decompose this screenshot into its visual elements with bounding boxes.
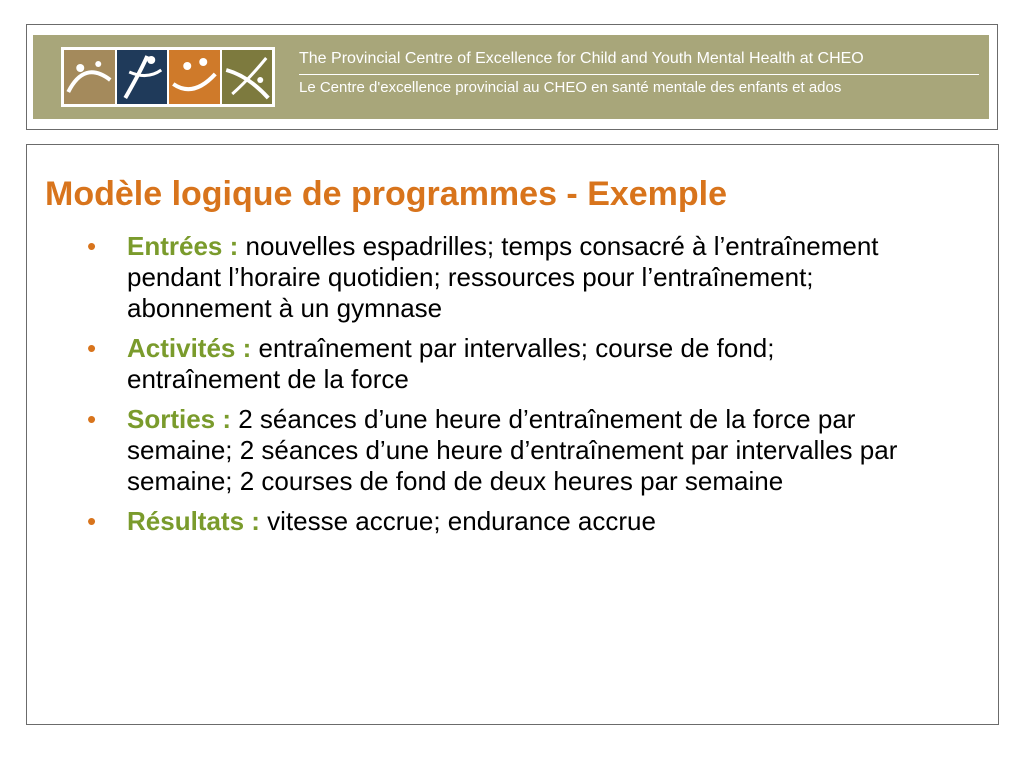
bullet-icon: •	[87, 506, 97, 536]
logo-figure-4-icon	[222, 50, 273, 104]
header-title-fr: Le Centre d'excellence provincial au CHEO en santé mentale des enfants et ados	[299, 79, 842, 96]
logo-tile-orange	[169, 50, 220, 104]
bullet-resultats	[87, 506, 907, 537]
bullet-text: nouvelles espadrilles; temps consacré à l’entraînement pendant l’horaire quotidien; ressources pour l’entraînement; abonnement à un gymnase	[127, 231, 879, 323]
logo-figure-1-icon	[64, 50, 115, 104]
bullet-label: Résultats :	[127, 506, 268, 536]
logo-tile-blue	[117, 50, 168, 104]
slide-title: Modèle logique de programmes - Exemple	[45, 175, 728, 213]
bullet-icon: •	[87, 404, 97, 434]
logo-figure-3-icon	[169, 50, 220, 104]
bullet-text: vitesse accrue; endurance accrue	[267, 506, 656, 536]
bullet-entrees	[87, 231, 907, 324]
header-banner	[33, 35, 989, 119]
bullet-label: Activités :	[127, 333, 259, 363]
header-title-en: The Provincial Centre of Excellence for Child and Youth Mental Health at CHEO	[299, 49, 979, 75]
bullet-list	[87, 231, 907, 546]
header-titles	[299, 49, 979, 98]
logo-figure-2-icon	[117, 50, 168, 104]
slide-content	[26, 144, 999, 725]
bullet-icon: •	[87, 231, 97, 261]
cheo-logo	[61, 47, 275, 107]
bullet-sorties	[87, 404, 907, 497]
logo-tile-tan	[64, 50, 115, 104]
bullet-text: 2 séances d’une heure d’entraînement de la force par semaine; 2 séances d’une heure d’entraînement par intervalles par semaine; 2 courses de fond de deux heures par semaine	[127, 404, 898, 496]
bullet-text: entraînement par intervalles; course de fond; entraînement de la force	[127, 333, 775, 394]
bullet-label: Sorties :	[127, 404, 239, 434]
bullet-icon: •	[87, 333, 97, 363]
bullet-label: Entrées :	[127, 231, 246, 261]
logo-tile-olive	[222, 50, 273, 104]
bullet-activites	[87, 333, 907, 395]
